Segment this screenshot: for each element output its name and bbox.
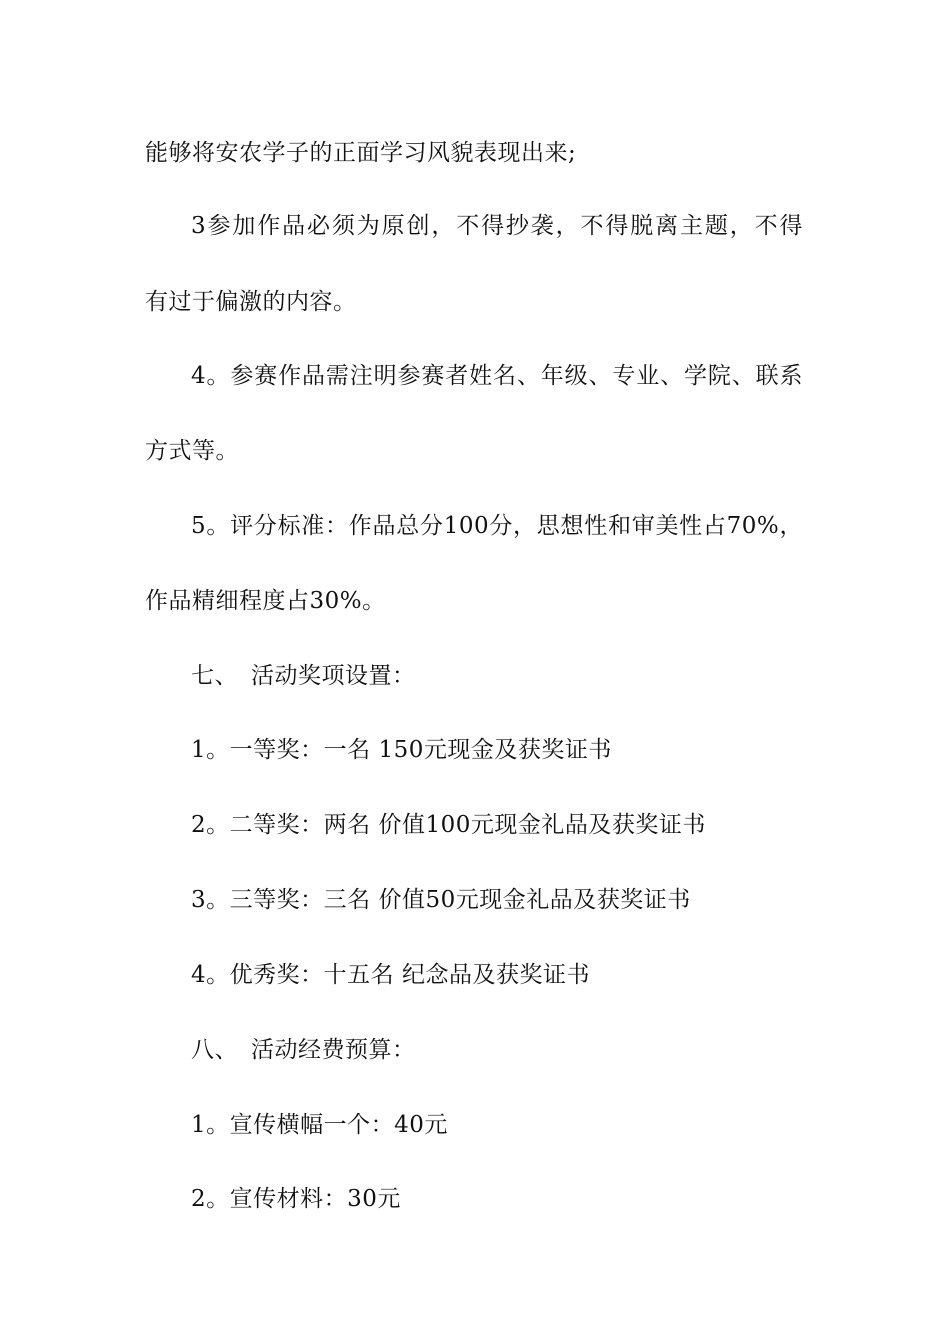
body-text-line: 5。评分标准：作品总分100分，思想性和审美性占70%，: [191, 513, 803, 539]
section-number: 八、: [191, 1037, 238, 1063]
body-text-line: 能够将安农学子的正面学习风貌表现出来;: [145, 140, 577, 166]
section-title: 活动经费预算：: [251, 1037, 416, 1063]
body-text-line: 方式等。: [145, 438, 239, 464]
list-item: 2。二等奖：两名 价值100元现金礼品及获奖证书: [191, 812, 706, 838]
section-number: 七、: [191, 663, 238, 689]
section-title: 活动奖项设置：: [251, 663, 416, 689]
body-text-line: 作品精细程度占30%。: [145, 588, 386, 614]
list-item: 2。宣传材料：30元: [191, 1186, 401, 1212]
section-heading: [191, 661, 871, 691]
body-text-line: 3参加作品必须为原创，不得抄袭，不得脱离主题，不得: [191, 213, 803, 239]
list-item: 1。宣传横幅一个：40元: [191, 1112, 448, 1138]
section-heading: [191, 1035, 871, 1065]
body-text-line: 有过于偏激的内容。: [145, 289, 357, 315]
list-item: 3。三等奖：三名 价值50元现金礼品及获奖证书: [191, 887, 691, 913]
list-item: 4。优秀奖：十五名 纪念品及获奖证书: [191, 962, 590, 988]
list-item: 1。一等奖：一名 150元现金及获奖证书: [191, 737, 612, 763]
body-text-line: 4。参赛作品需注明参赛者姓名、年级、专业、学院、联系: [191, 363, 803, 389]
